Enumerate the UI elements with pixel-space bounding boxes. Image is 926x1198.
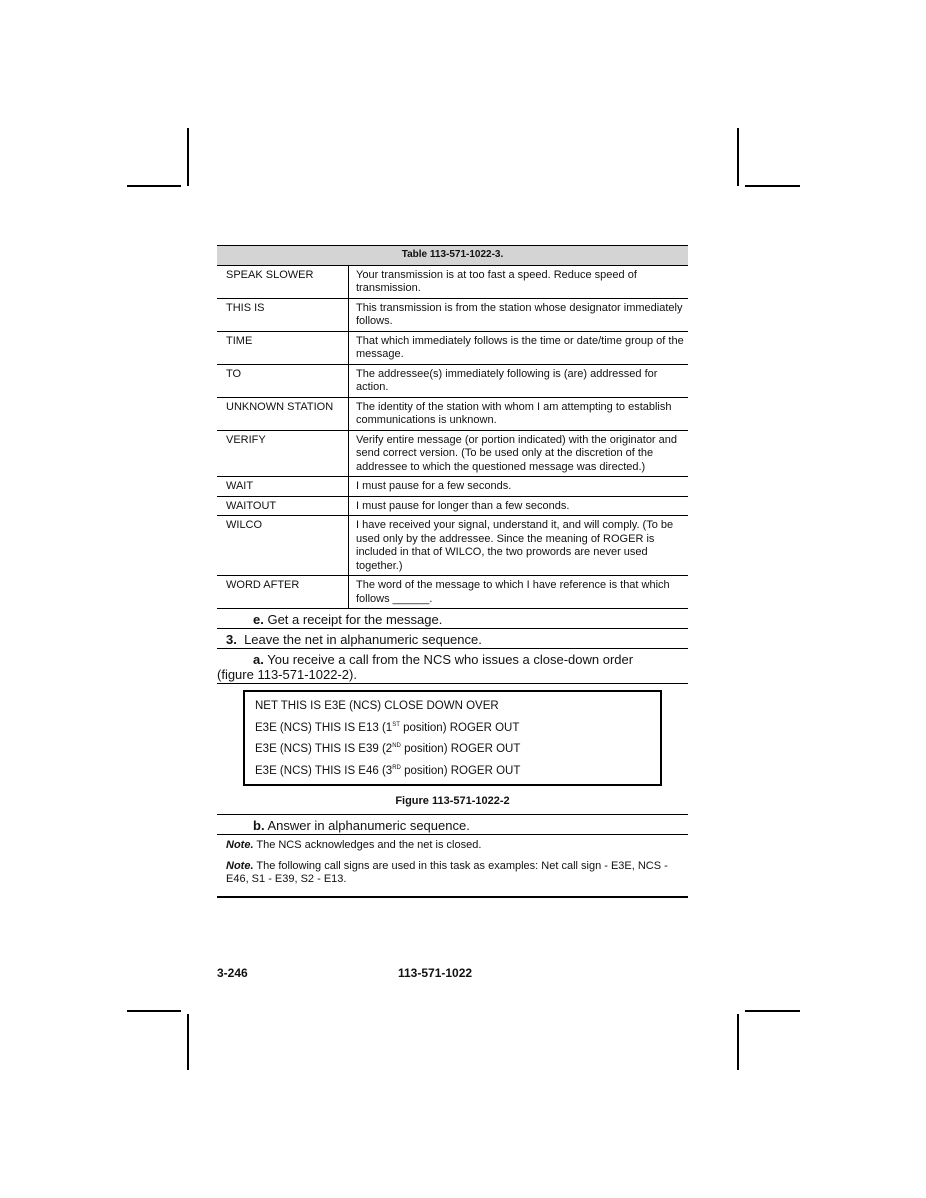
- table-row: [217, 298, 688, 331]
- meaning-cell: I must pause for longer than a few seconds.: [349, 496, 689, 516]
- crop-mark-top-right-horizontal: [745, 185, 800, 187]
- meaning-cell: Your transmission is at too fast a speed. Reduce speed of transmission.: [349, 265, 689, 298]
- meaning-cell: Verify entire message (or portion indicated) with the originator and send correct version. (To be used only at the discretion of the addressee to which the questioned message was directed.): [349, 430, 689, 477]
- step-b-label: b.: [253, 818, 265, 833]
- proword-cell: WAITOUT: [217, 496, 349, 516]
- crop-mark-bottom-left-horizontal: [127, 1010, 181, 1012]
- crop-mark-bottom-right-horizontal: [745, 1010, 800, 1012]
- step-3-label: 3.: [226, 632, 237, 647]
- proword-cell: UNKNOWN STATION: [217, 397, 349, 430]
- step-b: [217, 815, 688, 835]
- crop-mark-bottom-left-vertical: [187, 1014, 189, 1070]
- table-row: [217, 496, 688, 516]
- proword-cell: SPEAK SLOWER: [217, 265, 349, 298]
- proword-cell: TIME: [217, 331, 349, 364]
- table-row: [217, 516, 688, 576]
- step-a-label: a.: [253, 652, 264, 667]
- proword-cell: WAIT: [217, 477, 349, 497]
- proword-cell: TO: [217, 364, 349, 397]
- table-row: [217, 477, 688, 497]
- crop-mark-bottom-right-vertical: [737, 1014, 739, 1070]
- meaning-cell: The word of the message to which I have reference is that which follows ______.: [349, 576, 689, 609]
- step-a-text-2: (figure 113-571-1022-2).: [217, 667, 357, 682]
- radio-exchange-figure: [243, 690, 662, 786]
- crop-mark-top-left-horizontal: [127, 185, 181, 187]
- table-row: [217, 430, 688, 477]
- table-row: [217, 576, 688, 609]
- figure-line-2: E3E (NCS) THIS IS E13 (1ST position) ROGER OUT: [255, 721, 520, 734]
- step-e-label: e.: [253, 612, 264, 627]
- table-row: [217, 331, 688, 364]
- prowords-table: [217, 245, 688, 609]
- proword-cell: VERIFY: [217, 430, 349, 477]
- proword-cell: WORD AFTER: [217, 576, 349, 609]
- proword-cell: THIS IS: [217, 298, 349, 331]
- figure-line-3: E3E (NCS) THIS IS E39 (2ND position) ROGER OUT: [255, 743, 521, 755]
- step-e-text: Get a receipt for the message.: [267, 612, 443, 627]
- crop-mark-top-right-vertical: [737, 128, 739, 186]
- meaning-cell: I must pause for a few seconds.: [349, 477, 689, 497]
- step-e: [217, 609, 688, 629]
- step-3: [217, 629, 688, 649]
- table-row: [217, 364, 688, 397]
- meaning-cell: This transmission is from the station whose designator immediately follows.: [349, 298, 689, 331]
- meaning-cell: The identity of the station with whom I am attempting to establish communications is unknown.: [349, 397, 689, 430]
- step-a: [217, 649, 688, 684]
- meaning-cell: That which immediately follows is the time or date/time group of the message.: [349, 331, 689, 364]
- figure-line-4: E3E (NCS) THIS IS E46 (3RD position) ROGER OUT: [255, 764, 521, 777]
- meaning-cell: I have received your signal, understand it, and will comply. (To be used only by the addressee. Since the meaning of ROGER is included in that of WILCO, the two prowords are never used together.): [349, 516, 689, 576]
- step-b-text: Answer in alphanumeric sequence.: [267, 818, 470, 833]
- task-number: 113-571-1022: [398, 966, 473, 980]
- page-content: [217, 245, 688, 898]
- figure-line-1: NET THIS IS E3E (NCS) CLOSE DOWN OVER: [255, 700, 499, 712]
- closing-rule: [217, 896, 688, 898]
- table-title: Table 113-571-1022-3.: [217, 246, 688, 266]
- step-3-text: Leave the net in alphanumeric sequence.: [244, 632, 482, 647]
- step-a-text: You receive a call from the NCS who issues a close-down order: [267, 652, 634, 667]
- note-2: Note. The following call signs are used in this task as examples: Net call sign - E3E, NCS - E46, S1 - E39, S2 - E13.: [226, 859, 668, 885]
- note-1: Note. The NCS acknowledges and the net is closed.: [226, 839, 482, 851]
- table-body: [217, 265, 688, 609]
- meaning-cell: The addressee(s) immediately following is (are) addressed for action.: [349, 364, 689, 397]
- table-row: [217, 397, 688, 430]
- proword-cell: WILCO: [217, 516, 349, 576]
- figure-caption: Figure 113-571-1022-2: [217, 786, 688, 815]
- page-number: 3-246: [217, 966, 248, 980]
- crop-mark-top-left-vertical: [187, 128, 189, 186]
- table-row: [217, 265, 688, 298]
